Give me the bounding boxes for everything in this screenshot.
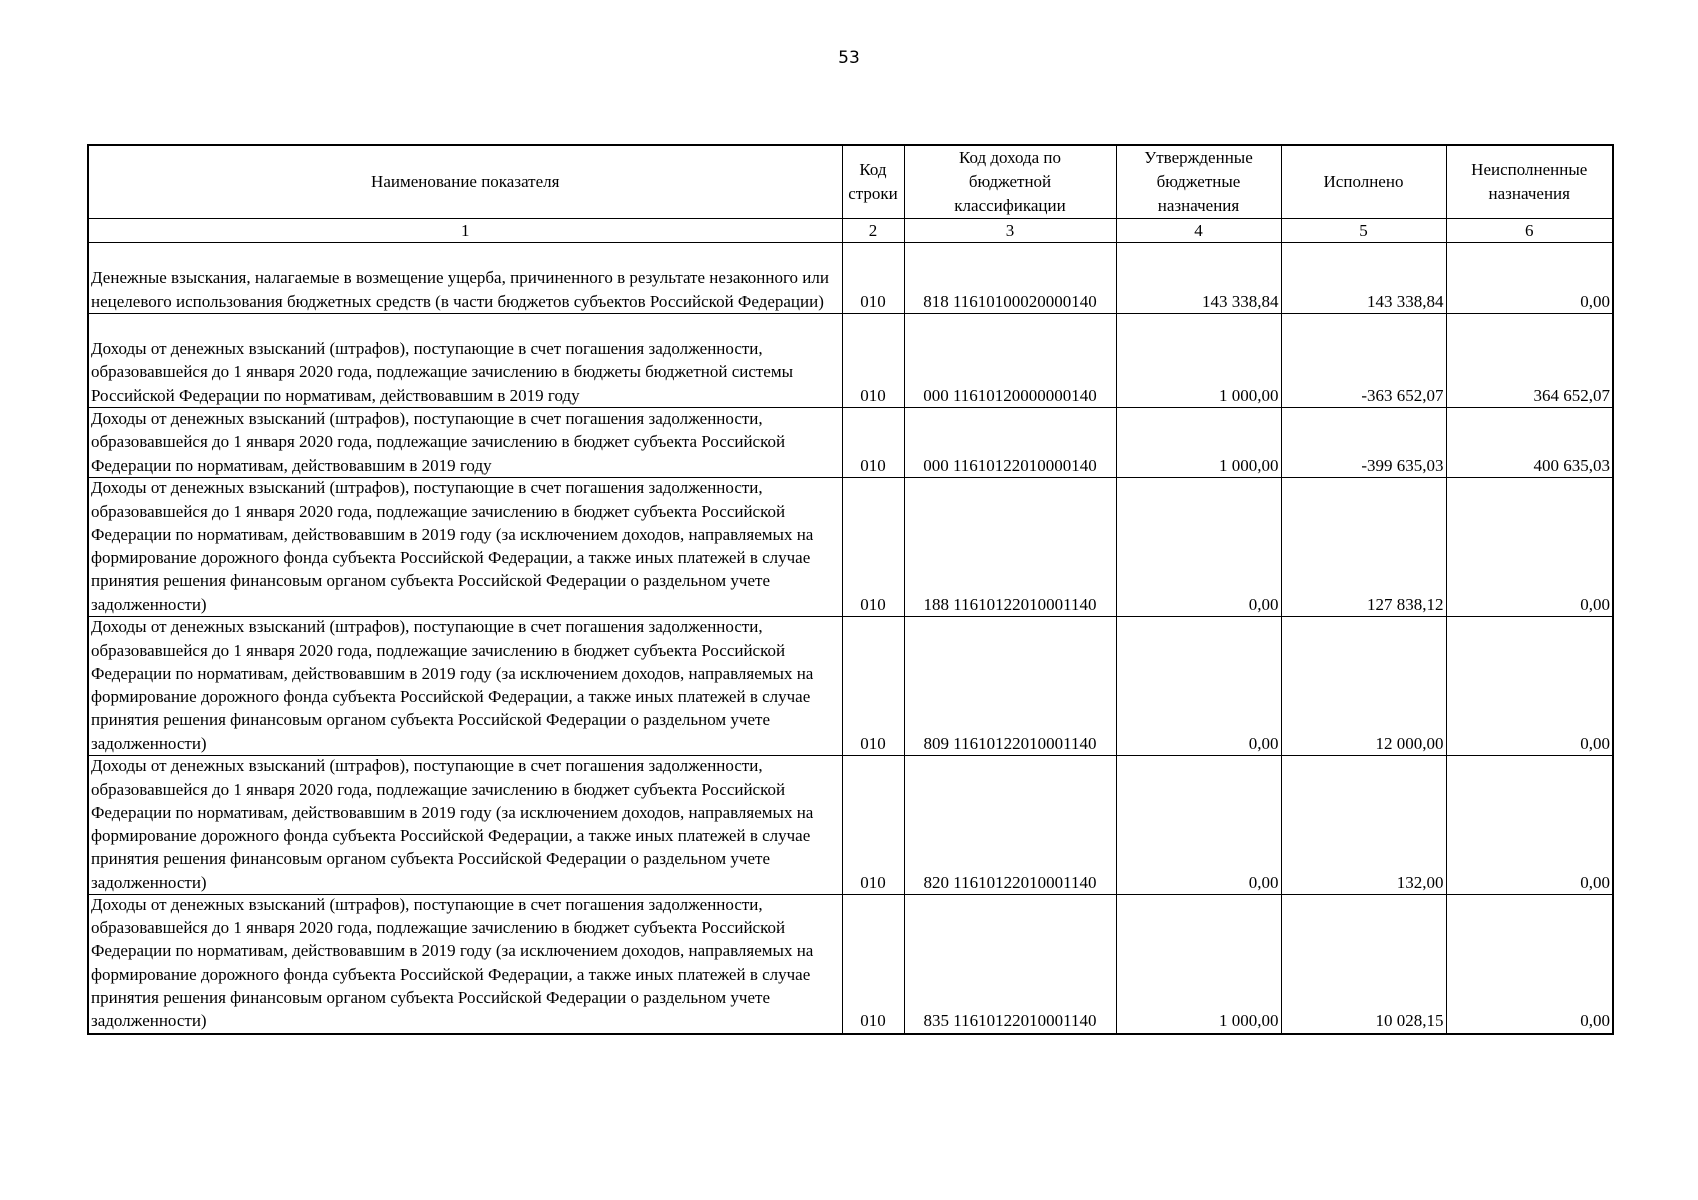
row-approved: 0,00 [1116, 756, 1281, 895]
row-name: Доходы от денежных взысканий (штрафов), поступающие в счет погашения задолженности, образовавшейся до 1 января 2020 года, подлежащие зачислению в бюджет субъекта Российской Федерации по нормативам, действовавшим в 2019 году (за исключением доходов, направляемых на формирование дорожного фонда субъекта Российской Федерации, а также иных платежей в случае принятия решения финансовым органом субъекта Российской Федерации о раздельном учете задолженности) [91, 756, 814, 892]
row-name: Доходы от денежных взысканий (штрафов), поступающие в счет погашения задолженности, образовавшейся до 1 января 2020 года, подлежащие зачислению в бюджет субъекта Российской Федерации по нормативам, действовавшим в 2019 году (за исключением доходов, направляемых на формирование дорожного фонда субъекта Российской Федерации, а также иных платежей в случае принятия решения финансовым органом субъекта Российской Федерации о раздельном учете задолженности) [91, 617, 814, 753]
row-income-code: 835 11610122010001140 [904, 895, 1116, 1034]
row-name: Доходы от денежных взысканий (штрафов), поступающие в счет погашения задолженности, образовавшейся до 1 января 2020 года, подлежащие зачислению в бюджет субъекта Российской Федерации по нормативам, действовавшим в 2019 году (за исключением доходов, направляемых на формирование дорожного фонда субъекта Российской Федерации, а также иных платежей в случае принятия решения финансовым органом субъекта Российской Федерации о раздельном учете задолженности) [91, 894, 814, 1031]
column-numbers-row [88, 219, 1613, 243]
row-approved: 143 338,84 [1116, 243, 1281, 314]
column-number: 5 [1281, 219, 1446, 243]
row-line-code: 010 [842, 895, 904, 1034]
column-number: 3 [904, 219, 1116, 243]
row-executed: 143 338,84 [1281, 243, 1446, 314]
row-name: Денежные взыскания, налагаемые в возмещение ущерба, причиненного в результате незаконного или нецелевого использования бюджетных средств (в части бюджетов субъектов Российской Федерации) [91, 268, 829, 311]
table-row [88, 756, 1613, 895]
row-income-code: 809 11610122010001140 [904, 617, 1116, 756]
row-unexecuted: 400 635,03 [1446, 408, 1613, 478]
row-line-code: 010 [842, 243, 904, 314]
header-name: Наименование показателя [88, 145, 842, 219]
row-approved: 1 000,00 [1116, 408, 1281, 478]
row-line-code: 010 [842, 478, 904, 617]
row-approved: 1 000,00 [1116, 314, 1281, 408]
row-approved: 0,00 [1116, 478, 1281, 617]
column-number: 4 [1116, 219, 1281, 243]
table-row [88, 243, 1613, 314]
budget-execution-table [87, 144, 1614, 1035]
row-income-code: 000 11610120000000140 [904, 314, 1116, 408]
table-row [88, 314, 1613, 408]
row-unexecuted: 0,00 [1446, 895, 1613, 1034]
row-name: Доходы от денежных взысканий (штрафов), поступающие в счет погашения задолженности, образовавшейся до 1 января 2020 года, подлежащие зачислению в бюджет субъекта Российской Федерации по нормативам, действовавшим в 2019 году [91, 409, 786, 475]
row-executed: 132,00 [1281, 756, 1446, 895]
table-row [88, 408, 1613, 478]
row-executed: 10 028,15 [1281, 895, 1446, 1034]
column-number: 1 [88, 219, 842, 243]
row-income-code: 818 11610100020000140 [904, 243, 1116, 314]
row-name: Доходы от денежных взысканий (штрафов), поступающие в счет погашения задолженности, образовавшейся до 1 января 2020 года, подлежащие зачислению в бюджеты бюджетной системы Российской Федерации по нормативам, действовавшим в 2019 году [91, 339, 794, 405]
table-row [88, 478, 1613, 617]
header-income-code: Код дохода по бюджетной классификации [904, 145, 1116, 219]
row-unexecuted: 0,00 [1446, 617, 1613, 756]
header-unexecuted: Неисполненные назначения [1446, 145, 1613, 219]
header-approved: Утвержденные бюджетные назначения [1116, 145, 1281, 219]
row-unexecuted: 0,00 [1446, 243, 1613, 314]
row-line-code: 010 [842, 756, 904, 895]
row-line-code: 010 [842, 314, 904, 408]
row-line-code: 010 [842, 408, 904, 478]
table-row [88, 895, 1613, 1034]
column-number: 6 [1446, 219, 1613, 243]
row-approved: 0,00 [1116, 617, 1281, 756]
row-approved: 1 000,00 [1116, 895, 1281, 1034]
row-income-code: 000 11610122010000140 [904, 408, 1116, 478]
row-executed: 127 838,12 [1281, 478, 1446, 617]
header-executed: Исполнено [1281, 145, 1446, 219]
row-unexecuted: 364 652,07 [1446, 314, 1613, 408]
header-row [88, 145, 1613, 219]
page-number: 53 [838, 48, 860, 68]
row-executed: -399 635,03 [1281, 408, 1446, 478]
table-row [88, 617, 1613, 756]
header-line-code: Код строки [842, 145, 904, 219]
row-line-code: 010 [842, 617, 904, 756]
row-executed: -363 652,07 [1281, 314, 1446, 408]
row-unexecuted: 0,00 [1446, 756, 1613, 895]
row-unexecuted: 0,00 [1446, 478, 1613, 617]
row-name: Доходы от денежных взысканий (штрафов), поступающие в счет погашения задолженности, образовавшейся до 1 января 2020 года, подлежащие зачислению в бюджет субъекта Российской Федерации по нормативам, действовавшим в 2019 году (за исключением доходов, направляемых на формирование дорожного фонда субъекта Российской Федерации, а также иных платежей в случае принятия решения финансовым органом субъекта Российской Федерации о раздельном учете задолженности) [91, 478, 814, 614]
column-number: 2 [842, 219, 904, 243]
row-income-code: 820 11610122010001140 [904, 756, 1116, 895]
row-income-code: 188 11610122010001140 [904, 478, 1116, 617]
row-executed: 12 000,00 [1281, 617, 1446, 756]
